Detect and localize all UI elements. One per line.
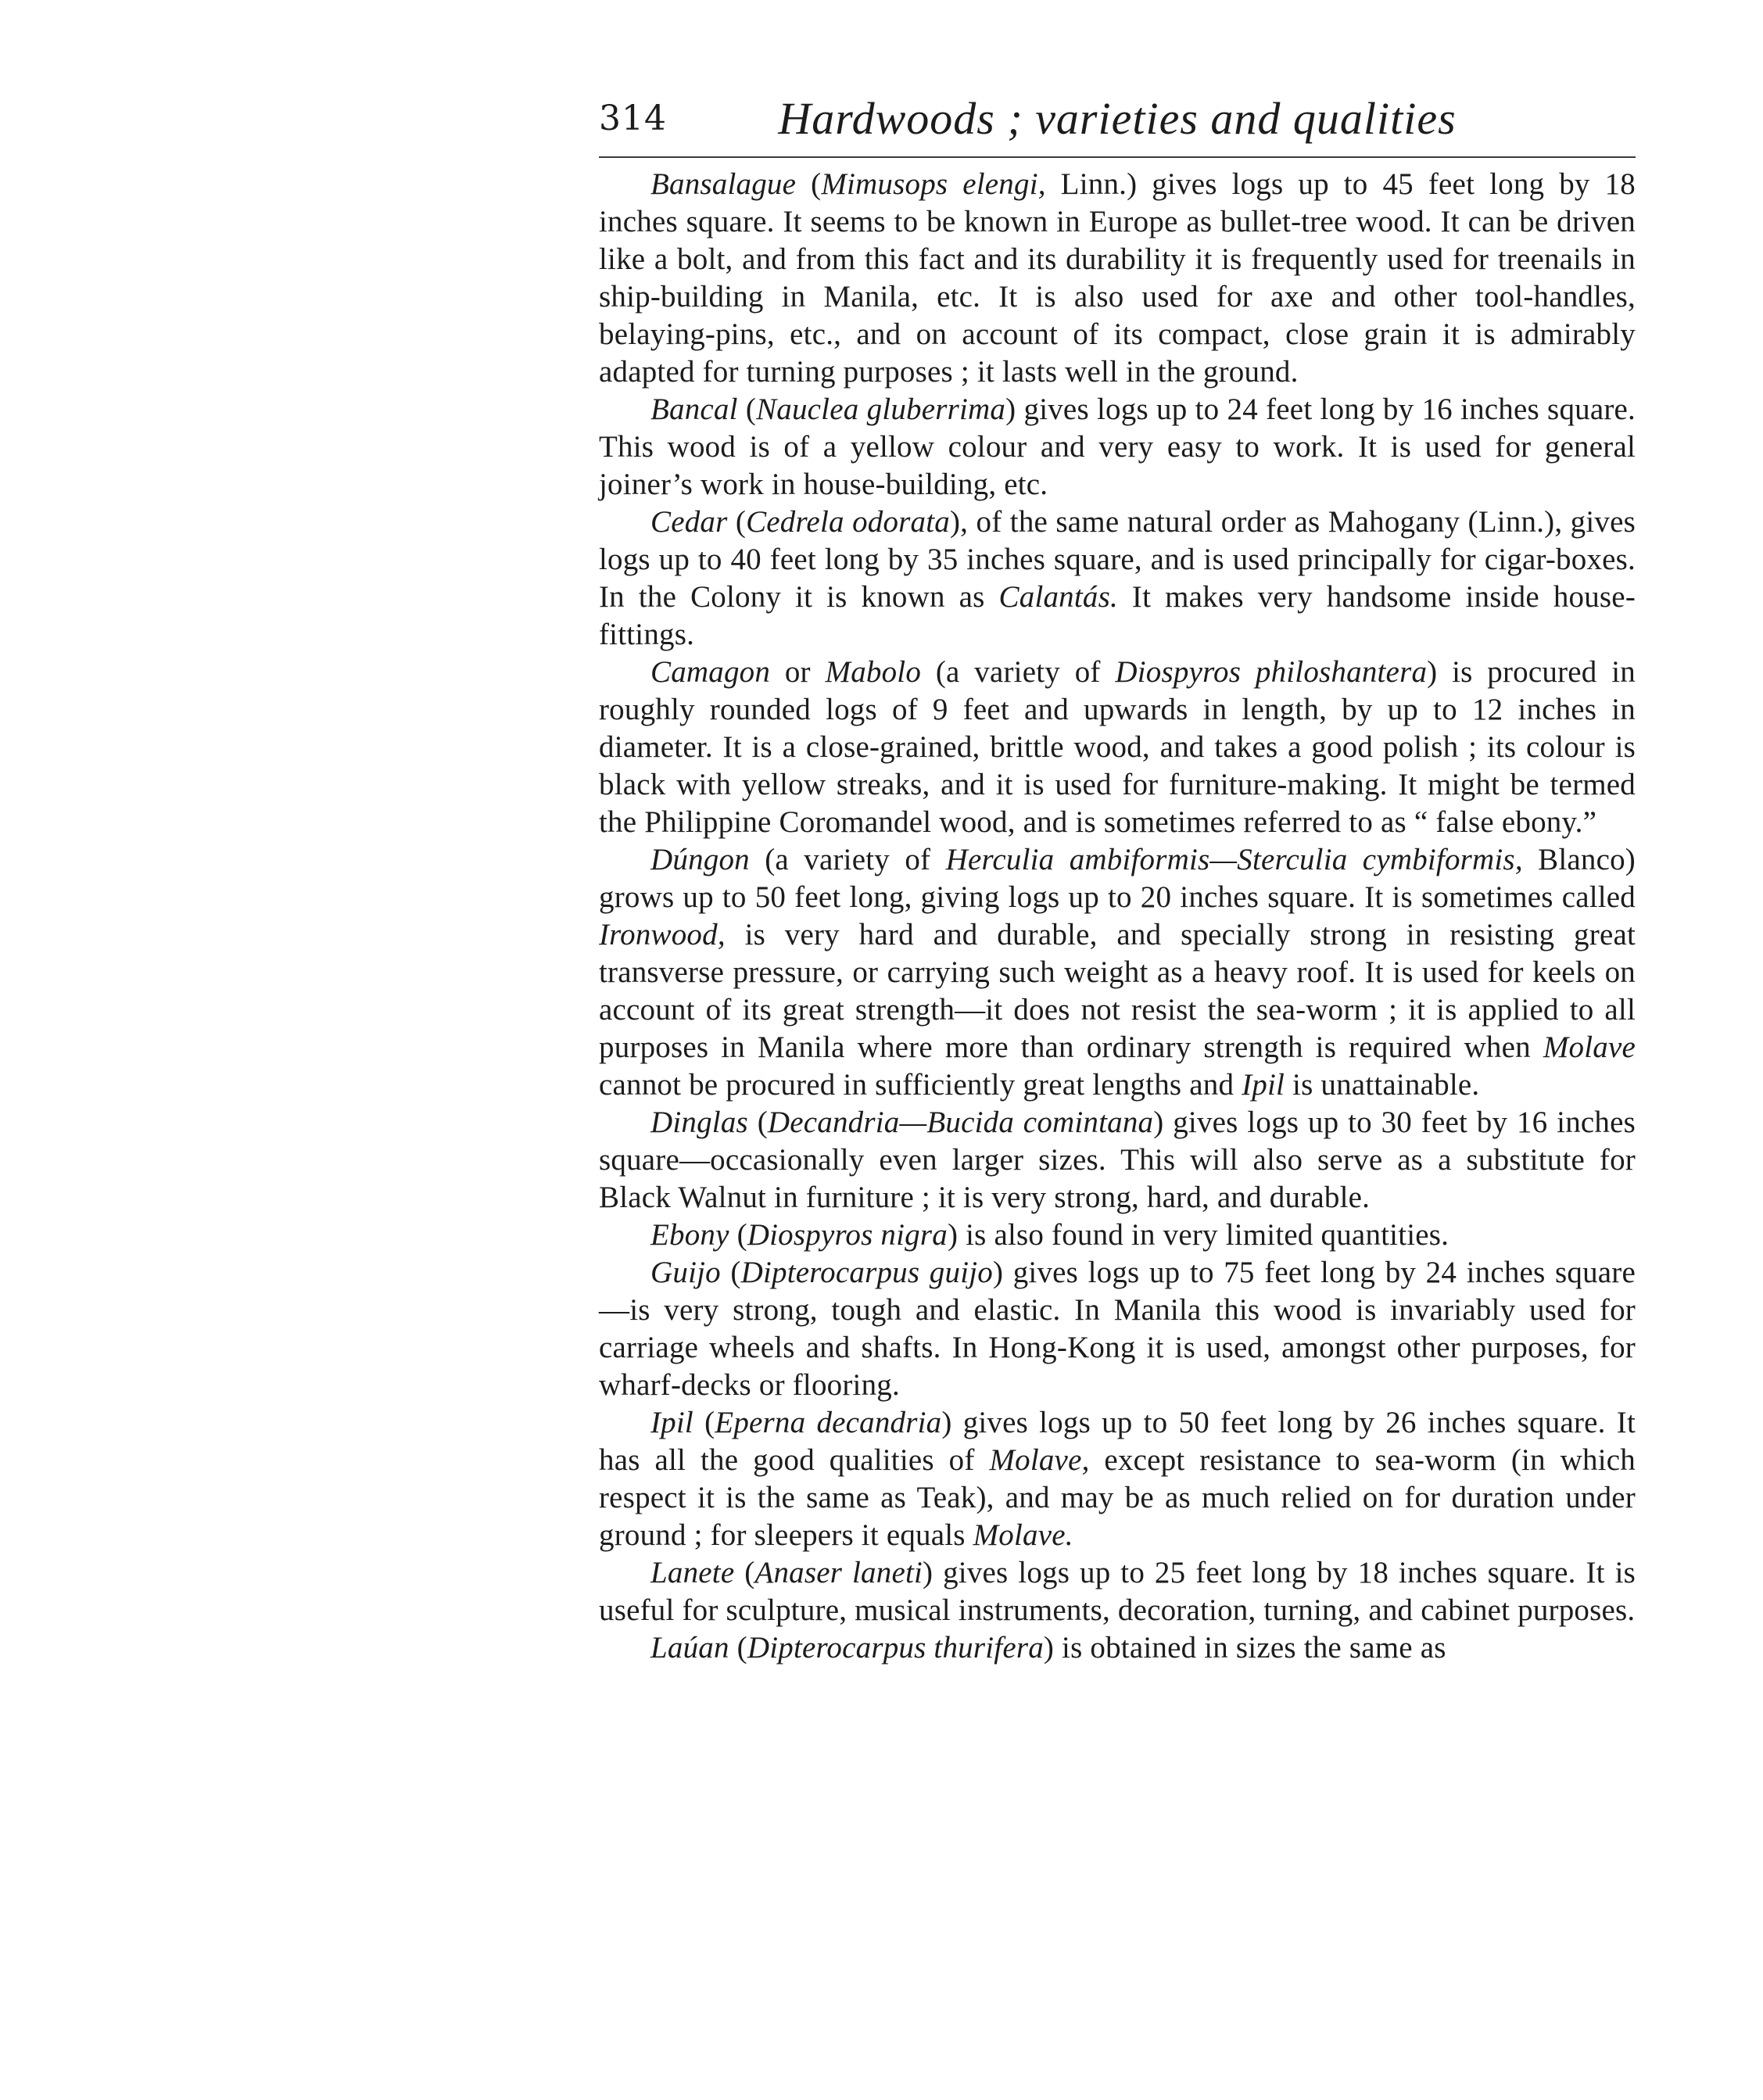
entry-text: ) gives logs up to 30 feet by 16 inches square—occasionally even larger sizes. This will also serve as a substitute for Black Walnut in furniture ; it is very strong, hard, and durable. [599, 1106, 1636, 1214]
italic-term: Molave, [989, 1443, 1090, 1477]
wood-name: Ebony [650, 1218, 729, 1252]
entry-text: ( [729, 1631, 747, 1665]
entry-camagon [599, 654, 1636, 841]
body-text [599, 166, 1636, 2027]
entry-text: ) is procured in roughly rounded logs of 9 feet and upwards in length, by up to 12 inches in diameter. It is a close-grained, brittle wood, and takes a good polish ; its colour is black with yellow streaks, and it is used for furniture-making. It might be termed the Philippine Coromandel wood, and is sometimes referred to as “ false ebony.” [599, 655, 1636, 839]
wood-name: Laúan [650, 1631, 729, 1665]
italic-term: Molave [1543, 1030, 1636, 1064]
entry-text: ) gives logs up to 50 feet long by 26 inches square. It has all the good qualities of [599, 1406, 1636, 1477]
entry-text: ( [693, 1406, 715, 1439]
entry-text: ( [796, 167, 822, 201]
entry-cedar [599, 503, 1636, 654]
entry-text: Linn.) gives logs up to 45 feet long by 18 inches square. It seems to be known in Europe as bullet-tree wood. It can be driven like a bolt, and from this fact and its durability it is frequently used for treenails in ship-building in Manila, etc. It is also used for axe and other tool-handles, belaying-pins, etc., and on account of its compact, close grain it is admirably adapted for turning purposes ; it lasts well in the ground. [599, 167, 1636, 389]
scientific-name: Herculia ambiformis—Sterculia cymbiformis, [945, 843, 1523, 876]
entry-text: Blanco) grows up to 50 feet long, giving logs up to 20 inches square. It is sometimes called [599, 843, 1636, 914]
page-number: 314 [599, 99, 667, 138]
entry-text: (a variety of [749, 843, 946, 876]
scientific-name: Diospyros nigra [747, 1218, 948, 1252]
entry-guijo [599, 1254, 1636, 1404]
wood-name: Dinglas [650, 1106, 748, 1139]
entry-text: ( [734, 1556, 755, 1589]
entry-text: ) gives logs up to 75 feet long by 24 inches square—is very strong, tough and elastic. In Manila this wood is invariably used for carriage wheels and shafts. In Hong-Kong it is used, amongst other purposes, for wharf-decks or flooring. [599, 1256, 1636, 1402]
italic-term: Ipil [1242, 1068, 1285, 1102]
scientific-name: Decandria—Bucida comintana [767, 1106, 1154, 1139]
entry-dungon [599, 841, 1636, 1104]
wood-name: Dúngon [650, 843, 750, 876]
scientific-name: Dipterocarpus thurifera [747, 1631, 1044, 1665]
wood-name: Lanete [650, 1556, 735, 1589]
entry-bancal [599, 391, 1636, 503]
entry-text: It makes very handsome inside house-fittings. [599, 580, 1636, 651]
entry-text: ( [737, 392, 757, 426]
italic-term: Ironwood, [599, 918, 726, 951]
scientific-name: Cedrela odorata [746, 505, 950, 539]
entry-text: ) gives logs up to 25 feet long by 18 inches square. It is useful for sculpture, musical instruments, decoration, turning, and cabinet purposes. [599, 1556, 1636, 1627]
entry-text: ) is obtained in sizes the same as [1043, 1631, 1446, 1665]
wood-name: Bancal [650, 392, 738, 426]
header-rule [599, 156, 1636, 158]
entry-text: ( [729, 1218, 747, 1252]
running-title: Hardwoods ; varieties and qualities [778, 93, 1457, 144]
entry-text: except resistance to sea-worm (in which respect it is the same as Teak), and may be as much relied on for duration under ground ; for sleepers it equals [599, 1443, 1636, 1552]
wood-name: Ipil [650, 1406, 693, 1439]
entry-text: (a variety of [921, 655, 1116, 689]
scientific-name: Diospyros philoshantera [1115, 655, 1428, 689]
entry-text: cannot be procured in sufficiently great lengths and [599, 1068, 1242, 1102]
entry-ipil [599, 1404, 1636, 1554]
wood-name: Camagon [650, 655, 771, 689]
entry-text: ( [747, 1106, 768, 1139]
italic-term: Molave. [973, 1518, 1073, 1552]
wood-name: Guijo [650, 1256, 721, 1289]
entry-lauan [599, 1629, 1636, 1667]
italic-term: Calantás. [998, 580, 1118, 614]
scientific-name: Anaser laneti [754, 1556, 923, 1589]
scientific-name: Dipterocarpus guijo [740, 1256, 993, 1289]
wood-alt-name: Mabolo [825, 655, 922, 689]
entry-text: ), of the same natural order as Mahogany (Linn.), gives logs up to 40 feet long by 35 inches square, and is used principally for cigar-boxes. In the Colony it is known as [599, 505, 1636, 614]
entry-text: ) gives logs up to 24 feet long by 16 inches square. This wood is of a yellow colour and very easy to work. It is used for general joiner’s work in house-building, etc. [599, 392, 1636, 501]
wood-name: Cedar [650, 505, 728, 539]
scientific-name: Nauclea gluberrima [756, 392, 1006, 426]
entry-text: or [770, 655, 826, 689]
entry-text: ( [720, 1256, 741, 1289]
entry-text: is unattainable. [1285, 1068, 1480, 1102]
page-header [599, 92, 1636, 163]
entry-text: ) is also found in very limited quantities. [947, 1218, 1449, 1252]
scientific-name: Mimusops elengi, [821, 167, 1046, 201]
entry-dinglas [599, 1104, 1636, 1217]
wood-name: Bansalague [650, 167, 797, 201]
scientific-name: Eperna decandria [715, 1406, 942, 1439]
entry-text: ( [727, 505, 747, 539]
entry-bansalague [599, 166, 1636, 391]
entry-ebony [599, 1217, 1636, 1254]
entry-text: is very hard and durable, and specially strong in resisting great transverse pressure, or carrying such weight as a heavy roof. It is used for keels on account of its great strength—it does not resist the sea-worm ; it is applied to all purposes in Manila where more than ordinary strength is required when [599, 918, 1636, 1064]
entry-lanete [599, 1554, 1636, 1629]
